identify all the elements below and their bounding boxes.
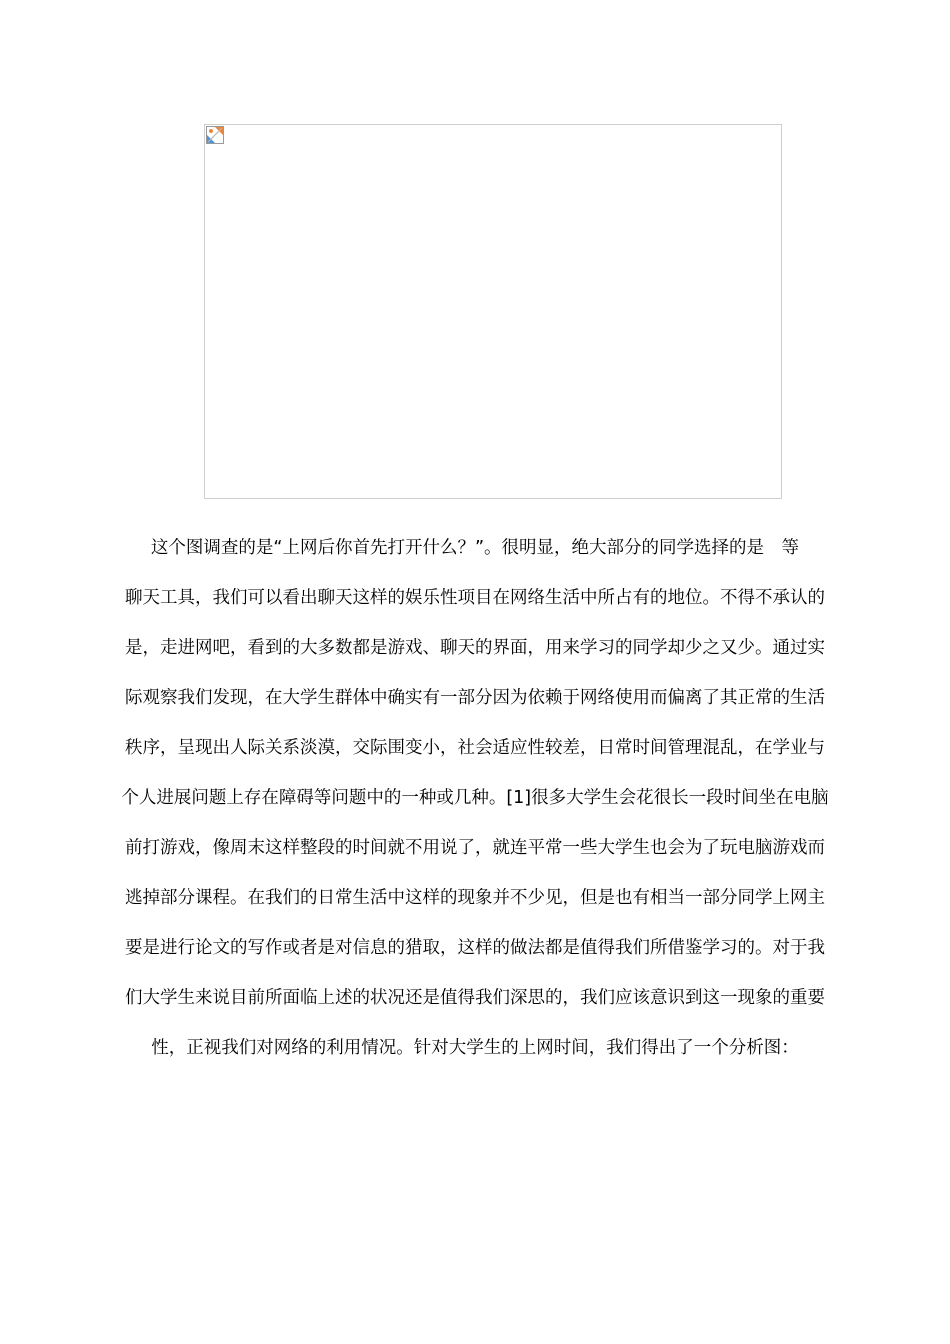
paragraph-line: 逃掉部分课程。在我们的日常生活中这样的现象并不少见，但是也有相当一部分同学上网主 <box>125 888 825 908</box>
paragraph-line: 性，正视我们对网络的利用情况。针对大学生的上网时间，我们得出了一个分析图： <box>151 1038 799 1058</box>
paragraph-line: 个人进展问题上存在障碍等问题中的一种或几种。[1]很多大学生会花很长一段时间坐在电脑 <box>121 788 829 808</box>
paragraph-line: 是，走进网吧，看到的大多数都是游戏、聊天的界面，用来学习的同学却少之又少。通过实 <box>125 638 825 658</box>
broken-image-icon <box>206 126 224 144</box>
paragraph-line: 前打游戏，像周末这样整段的时间就不用说了，就连平常一些大学生也会为了玩电脑游戏而 <box>125 838 825 858</box>
paragraph-line: 秩序，呈现出人际关系淡漠，交际围变小，社会适应性较差，日常时间管理混乱，在学业与 <box>125 738 825 758</box>
figure-placeholder <box>204 124 782 499</box>
paragraph-line: 们大学生来说目前所面临上述的状况还是值得我们深思的，我们应该意识到这一现象的重要 <box>125 988 825 1008</box>
paragraph-line: 际观察我们发现，在大学生群体中确实有一部分因为依赖于网络使用而偏离了其正常的生活 <box>125 688 825 708</box>
paragraph-line: 这个图调查的是“上网后你首先打开什么？”。很明显，绝大部分的同学选择的是 等 <box>150 538 800 558</box>
paragraph-line: 聊天工具，我们可以看出聊天这样的娱乐性项目在网络生活中所占有的地位。不得不承认的 <box>125 588 825 608</box>
paragraph-line: 要是进行论文的写作或者是对信息的猎取，这样的做法都是值得我们所借鉴学习的。对于我 <box>125 938 825 958</box>
